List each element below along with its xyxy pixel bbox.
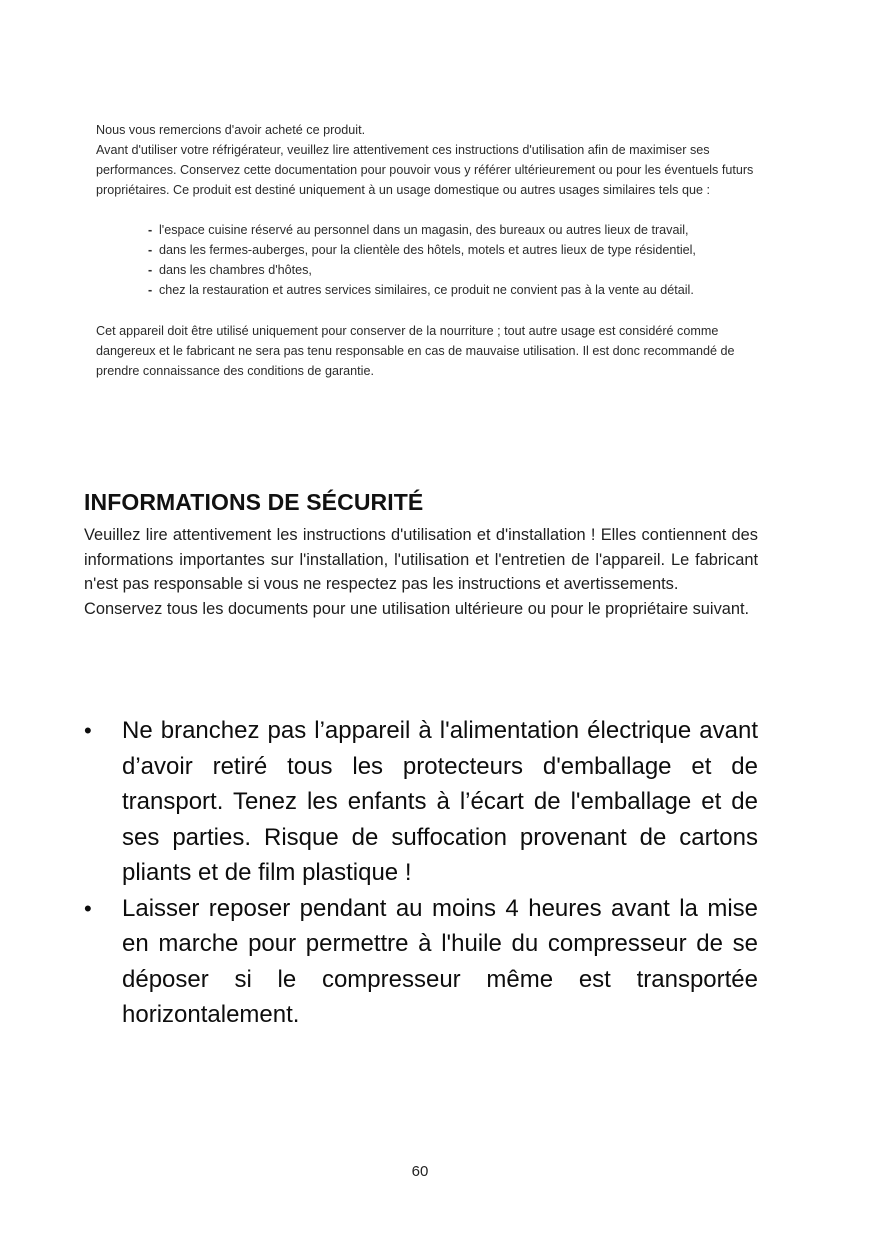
list-item <box>148 220 756 240</box>
dash-marker: - <box>148 283 153 297</box>
thanks-line: Nous vous remercions d'avoir acheté ce produit. <box>96 123 366 137</box>
usage-note: Cet appareil doit être utilisé uniquement pour conserver de la nourriture ; tout autre usage est considéré comme dangereux et le fabricant ne sera pas tenu responsable en cas de mauvaise utilisation. Il est donc recommandé de prendre connaissance des conditions de garantie. <box>96 324 735 378</box>
bullet-icon: • <box>84 895 92 921</box>
usage-text: dans les fermes-auberges, pour la clientèle des hôtels, motels et autres lieux de type résidentiel, <box>159 243 696 257</box>
usage-text: dans les chambres d'hôtes, <box>159 263 312 277</box>
warning-list <box>84 713 758 1033</box>
usage-text: chez la restauration et autres services similaires, ce produit ne convient pas à la vente au détail. <box>159 283 694 297</box>
warning-item <box>84 891 758 1033</box>
dash-marker: - <box>148 263 153 277</box>
safety-paragraph-1: Veuillez lire attentivement les instructions d'utilisation et d'installation ! Elles contiennent des informations importantes sur l'installation, l'utilisation et l'entretien de l'appareil. Le fabricant n'est pas responsable si vous ne respectez pas les instructions et avertissements. <box>84 526 758 593</box>
usage-text: l'espace cuisine réservé au personnel dans un magasin, des bureaux ou autres lieux de travail, <box>159 223 689 237</box>
safety-text <box>84 523 758 621</box>
safety-paragraph-2: Conservez tous les documents pour une utilisation ultérieure ou pour le propriétaire suivant. <box>84 599 750 618</box>
page-number: 60 <box>411 1163 429 1180</box>
list-item <box>148 260 756 280</box>
section-title: INFORMATIONS DE SÉCURITÉ <box>84 489 424 515</box>
dash-marker: - <box>148 243 153 257</box>
bullet-icon: • <box>84 718 92 743</box>
warning-text: Ne branchez pas l’appareil à l'alimentation électrique avant d’avoir retiré tous les protecteurs d'emballage et de transport. Tenez les enfants à l’écart de l'emballage et de ses parties. Risque de suffocation provenant de cartons pliants et de film plastique ! <box>122 717 758 886</box>
dash-marker: - <box>148 223 153 237</box>
warning-text: Laisser reposer pendant au moins 4 heures avant la mise en marche pour permettre à l'huile du compresseur de se déposer si le compresseur même est transportée horizontalement. <box>122 894 758 1028</box>
warning-item <box>84 713 758 891</box>
intro-section <box>96 120 756 381</box>
list-item <box>148 240 756 260</box>
list-item <box>148 280 756 300</box>
intro-paragraph: Avant d'utiliser votre réfrigérateur, veuillez lire attentivement ces instructions d'utilisation afin de maximiser ses performances. Conservez cette documentation pour pouvoir vous y référer ultérieurement ou pour les éventuels futurs propriétaires. Ce produit est destiné uniquement à un usage domestique ou autres usages similaires tels que : <box>96 143 754 197</box>
usage-list <box>96 220 756 300</box>
